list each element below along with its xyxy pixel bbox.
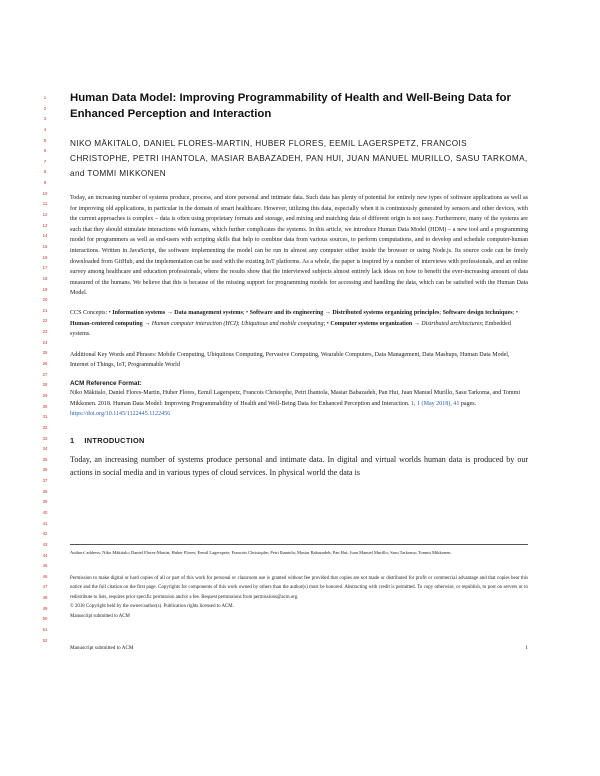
- line-number: 31: [42, 414, 48, 420]
- line-number: 42: [42, 531, 48, 537]
- line-number: 29: [42, 392, 48, 398]
- line-number: 50: [42, 616, 48, 622]
- line-number: 8: [43, 169, 47, 175]
- line-number: 1: [43, 95, 47, 100]
- line-numbers: [38, 93, 52, 646]
- line-number: 52: [42, 637, 48, 643]
- permission-text: Permission to make digital or hard copies of all or part of this work for personal or classroom use is granted without fee provided that copies are not made or distributed for profit or commercial advantage and that copies bear this notice and the full citation on the first page. Copyrights for components of this work owned by others than the author(s) must be honored. Abstracting with credit is permitted. To copy otherwise, or republish, to post on servers or to redistribute to lists, requires prior specific permission and/or a fee. Request permissions from permissions@acm.org.: [70, 576, 528, 600]
- ccs-arrow: →: [323, 309, 333, 316]
- ccs-arrow: →: [142, 320, 152, 327]
- line-number: 34: [42, 446, 48, 452]
- ccs-sep: ; •: [323, 320, 331, 327]
- reference-pages-suffix: pages.: [459, 400, 477, 407]
- copyright-line: © 2018 Copyright held by the owner/author(s). Publication rights licensed to ACM.: [70, 604, 234, 610]
- line-number: 13: [42, 222, 48, 228]
- page-number: 1: [525, 645, 528, 651]
- line-number: 51: [42, 627, 48, 633]
- line-number: 32: [42, 424, 48, 430]
- line-number: 45: [42, 563, 48, 569]
- line-number: 28: [42, 382, 48, 388]
- ccs-prefix: CCS Concepts: •: [70, 309, 113, 316]
- ccs-item: Software design techniques: [442, 309, 513, 316]
- ccs-item: Human computer interaction (HCI): [151, 320, 238, 327]
- line-number: 12: [42, 212, 48, 218]
- intro-paragraph: Today, an increasing number of systems produce personal and intimate data. In digital and virtual worlds human data is produced by our actions in social media and in various types of cloud services. In physical world the data is: [70, 454, 528, 477]
- reference-pages-link[interactable]: 41: [453, 400, 460, 407]
- line-number: 3: [43, 116, 47, 122]
- reference-format: [70, 388, 528, 420]
- line-number: 33: [42, 435, 48, 441]
- line-number: 41: [42, 520, 48, 526]
- author-list: NIKO MÄKITALO, DANIEL FLORES-MARTIN, HUBER FLORES, EEMIL LAGERSPETZ, FRANCOIS CHRISTOPHE, PETRI IHANTOLA, MASIAR BABAZADEH, PAN HUI, JUAN MANUEL MURILLO, SASU TARKOMA, and TOMMI MIKKONEN: [70, 139, 528, 178]
- line-number: 27: [42, 371, 48, 377]
- line-number: 16: [42, 254, 48, 260]
- ccs-item: Ubiquitous and mobile computing: [241, 320, 324, 327]
- line-number: 6: [43, 148, 47, 154]
- ccs-arrow: →: [165, 309, 175, 316]
- line-number: 46: [42, 573, 48, 579]
- line-number: 23: [42, 329, 48, 335]
- line-number: 24: [42, 339, 48, 345]
- reference-heading: ACM Reference Format:: [70, 379, 142, 387]
- line-number: 40: [42, 509, 48, 515]
- ccs-sep: ;: [237, 320, 242, 327]
- ccs-concepts: [70, 308, 528, 340]
- line-number: 22: [42, 318, 48, 324]
- line-number: 38: [42, 488, 48, 494]
- line-number: 39: [42, 499, 48, 505]
- paper-title: Human Data Model: Improving Programmability of Health and Well-Being Data for Enhanced Perception and Interaction: [70, 92, 511, 120]
- ccs-item: Human-centered computing: [70, 320, 143, 327]
- line-number: 5: [43, 137, 47, 143]
- line-number: 4: [43, 126, 47, 132]
- line-number: 48: [42, 595, 48, 601]
- line-number: 9: [43, 180, 47, 186]
- ccs-item: Computer systems organization: [330, 320, 413, 327]
- authors-address: Authors' address: Niko Mäkitalo; Daniel Flores-Martin; Huber Flores; Eemil Lagerspetz; Francois Christophe; Petri Ihantola; Masiar Babazadeh; Pan Hui; Juan Manuel Murillo; Sasu Tarkoma; Tommi Mikkonen.: [70, 544, 528, 557]
- line-number: 37: [42, 478, 48, 484]
- line-number: 14: [42, 233, 48, 239]
- line-number: 19: [42, 286, 48, 292]
- section-title: INTRODUCTION: [84, 435, 145, 445]
- line-number: 11: [42, 201, 48, 207]
- line-number: 49: [42, 605, 48, 611]
- ccs-sep: ; •: [242, 309, 250, 316]
- ccs-item: Distributed architectures: [421, 320, 482, 327]
- reference-volume-link[interactable]: 1, 1 (May 2018),: [410, 400, 454, 407]
- section-heading: [70, 436, 528, 445]
- keywords: Additional Key Words and Phrases: Mobile Computing, Ubiquitous Computing, Pervasive Computing, Wearable Computers, Data Management, Data Mashups, Human Data Model, Internet of Things, IoT, Programmable World: [70, 351, 510, 369]
- line-number: 2: [43, 105, 47, 111]
- footer-left: Manuscript submitted to ACM: [70, 645, 134, 651]
- manuscript-note: Manuscript submitted to ACM: [70, 613, 130, 619]
- line-number: 10: [42, 190, 48, 196]
- line-number: 15: [42, 243, 48, 249]
- ccs-item: Information systems: [112, 309, 166, 316]
- ccs-item: Software and its engineering: [249, 309, 324, 316]
- line-number: 17: [42, 265, 48, 271]
- ccs-arrow: →: [412, 320, 422, 327]
- ccs-item: Distributed systems organizing principles: [332, 309, 440, 316]
- line-number: 43: [42, 541, 48, 547]
- line-number: 25: [42, 350, 48, 356]
- line-number: 7: [43, 158, 47, 164]
- line-number: 47: [42, 584, 48, 590]
- ccs-end: ; Embedded systems.: [70, 320, 511, 338]
- line-number: 35: [42, 456, 48, 462]
- page-footer: [70, 645, 528, 651]
- paper-body: [70, 90, 528, 479]
- reference-text: Niko Mäkitalo, Daniel Flores-Martin, Huber Flores, Eemil Lagerspetz, Francois Christophe, Petri Ihantola, Masiar Babazadeh, Pan Hui, Juan Manuel Murillo, Sasu Tarkoma, and Tommi Mikkonen. 2018. Human Data Model: Improving Programmability of Health and Well-Being Data for Enhanced Perception and Interaction.: [70, 389, 521, 407]
- line-number: 36: [42, 467, 48, 473]
- permission-block: [70, 574, 528, 621]
- abstract: Today, an increasing number of systems produce, process, and store personal and intimate data. Such data has plenty of potential for entirely new types of software applications as well as for improving old applications, in particular in the domain of smart healthcare. However, utilizing this data, especially when it is continuously generated by sensors and other devices, with the current approaches is complex – data is often using proprietary formats and storage, and mixing and matching data of different origin is not easy. Furthermore, many of the systems are such that they should stimulate interactions with humans, which further complicates the systems. In this article, we introduce Human Data Model (HDM) – a new tool and a programming model for programmers as well as end-users with scripting skills that help to combine data from various sources, to perform computations, and to develop and schedule computer-human interactions. Written in JavaScript, the software implementing the model can be run in almost any computer either inside the browser or using Node.js. Its source code can be freely downloaded from GitHub, and the implementation can be used with the existing IoT platforms. As a whole, the paper is inspired by a number of interviews with professionals, and an online survey among healthcare and education professionals, where the results show that the interviewed subjects almost entirely lack ideas on how to benefit the ever-increasing amount of data measured of the humans. We believe that this is because of the missing support for programming models for accessing and handling the data, which can be satisfied with the Human Data Model.: [70, 195, 528, 297]
- ccs-item: Data management systems: [174, 309, 243, 316]
- line-number: 44: [42, 552, 48, 558]
- line-number: 18: [42, 275, 48, 281]
- line-number: 21: [42, 307, 48, 313]
- section-number: 1: [70, 435, 75, 445]
- ccs-sep: ; •: [512, 309, 518, 316]
- line-number: 26: [42, 361, 48, 367]
- line-number: 30: [42, 403, 48, 409]
- doi-link[interactable]: https://doi.org/10.1145/1122445.1122456: [70, 411, 171, 418]
- line-number: 20: [42, 297, 48, 303]
- ccs-sep: ;: [439, 309, 443, 316]
